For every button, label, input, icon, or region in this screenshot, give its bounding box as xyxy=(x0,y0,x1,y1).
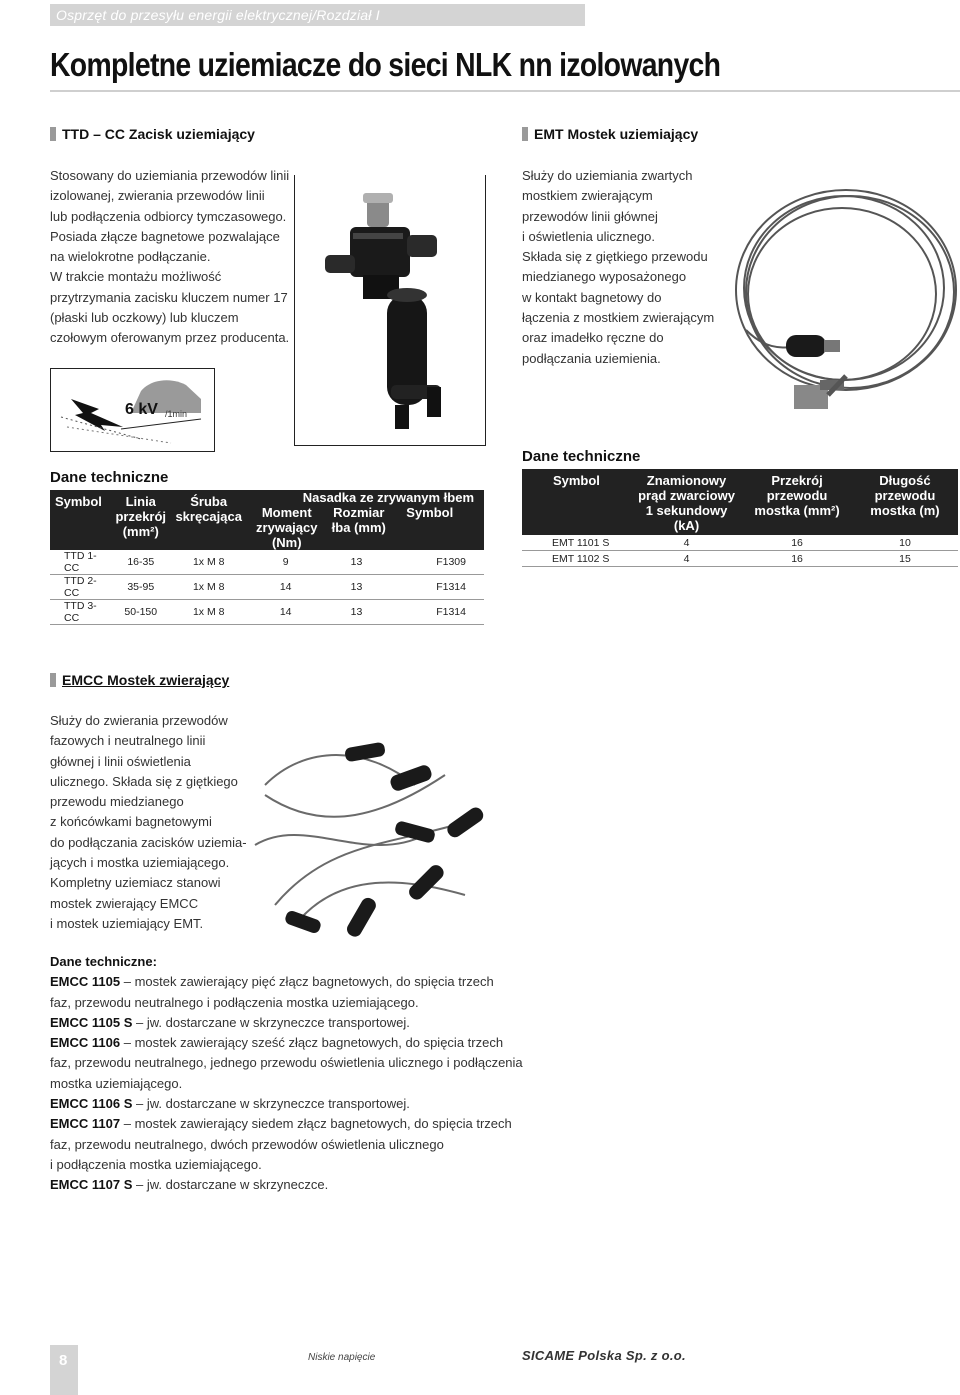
emcc-spec-text: jw. dostarczane w skrzyneczce transportowej. xyxy=(146,1014,410,1030)
emcc-spec-line xyxy=(50,993,523,1013)
ttd-table-cell: 14 xyxy=(279,581,292,593)
section-marker xyxy=(522,127,528,141)
col-head-size: Rozmiar łba (mm) xyxy=(331,505,386,535)
emcc-spec-code: EMCC 1106 xyxy=(50,1035,121,1051)
emcc-spec-separator: – xyxy=(120,1116,135,1132)
emcc-line: z końcówkami bagnetowymi xyxy=(50,814,212,830)
emcc-line: Służy do zwierania przewodów xyxy=(50,713,228,728)
emcc-spec-text: i podłączenia mostka uziemiającego. xyxy=(50,1156,262,1172)
ttd-line: przytrzymania zacisku kluczem numer 17 xyxy=(50,289,288,305)
emt-table-cell: 4 xyxy=(683,552,690,565)
footer-section: Niskie napięcie xyxy=(308,1352,376,1363)
ttd-heading-text: TTD – CC Zacisk uziemiający xyxy=(62,126,255,142)
emcc-line: jących i mostka uziemiającego. xyxy=(50,855,230,871)
ttd-table-cell: F1309 xyxy=(436,556,466,568)
emcc-product-photo xyxy=(245,725,505,950)
emt-section-heading xyxy=(522,126,698,142)
emt-table-cell: 4 xyxy=(683,536,690,549)
page-number: 8 xyxy=(59,1352,68,1369)
ttd-table-cell: F1314 xyxy=(436,606,466,618)
emt-table-row xyxy=(522,551,958,567)
emcc-spec-text: faz, przewodu neutralnego, dwóch przewodów oświetlenia ulicznego xyxy=(50,1136,444,1152)
emcc-spec-code: EMCC 1105 xyxy=(50,974,121,990)
emt-line: przewodów linii głównej xyxy=(522,208,658,224)
col-symbol: Symbol xyxy=(50,490,109,550)
col-socket-group xyxy=(245,490,484,550)
emt-line: podłączania uziemienia. xyxy=(522,350,661,366)
emt-table-row xyxy=(522,535,958,551)
emcc-spec-line xyxy=(50,1094,523,1114)
emt-table-cell: 15 xyxy=(899,552,911,565)
emt-table-cell: EMT 1101 S xyxy=(552,536,610,549)
emcc-line: Kompletny uziemiacz stanowi xyxy=(50,875,221,891)
breadcrumb-bar xyxy=(50,4,585,26)
ttd-table-cell: 13 xyxy=(350,556,363,568)
col-length: Długość przewodu mostka (m) xyxy=(852,469,958,535)
emcc-spec-text: mostka uziemiającego. xyxy=(50,1075,183,1091)
emcc-spec-code: EMCC 1107 S xyxy=(50,1177,133,1193)
emt-product-photo xyxy=(716,180,960,430)
ttd-line: Posiada złącze bagnetowe pozwalające xyxy=(50,228,280,244)
emcc-line: mostek zwierający EMCC xyxy=(50,895,199,911)
ttd-line: W trakcie montażu możliwość xyxy=(50,269,222,285)
ttd-table-cell: 14 xyxy=(279,606,292,618)
emt-description xyxy=(522,166,722,369)
emt-line: mostkiem zwierającym xyxy=(522,188,653,204)
emt-line: łączenia z mostkiem zwierającym xyxy=(522,310,715,326)
ttd-table-row xyxy=(50,550,484,575)
emt-spec-table xyxy=(522,469,958,567)
section-marker xyxy=(50,673,56,687)
breadcrumb: Osprzęt do przesyłu energii elektrycznej/Rozdział I xyxy=(56,7,380,23)
emt-table-title: Dane techniczne xyxy=(522,448,641,465)
col-screw: Śruba skręcająca xyxy=(173,490,245,550)
ttd-spec-table xyxy=(50,490,484,625)
emcc-line: przewodu miedzianego xyxy=(50,794,184,810)
emcc-spec-code: EMCC 1106 S xyxy=(50,1096,133,1112)
emt-line: i oświetlenia ulicznego. xyxy=(522,228,655,244)
ttd-clamp-illustration xyxy=(295,175,485,445)
emcc-spec-line xyxy=(50,1033,523,1053)
ttd-table-cell: TTD 3-CC xyxy=(64,600,97,624)
emcc-spec-line xyxy=(50,1175,523,1195)
title-divider xyxy=(50,90,960,92)
emcc-spec-separator: – xyxy=(132,1096,147,1112)
emcc-line: ulicznego. Składa się z giętkiego xyxy=(50,773,238,789)
col-line-section: Linia przekrój (mm²) xyxy=(109,490,173,550)
page-number-box xyxy=(50,1345,78,1395)
emt-line: oraz imadełko ręczne do xyxy=(522,330,664,346)
emt-line: miedzianego wyposażonego xyxy=(522,269,687,285)
emcc-spec-text: jw. dostarczane w skrzyneczce transportowej. xyxy=(146,1096,410,1112)
section-marker xyxy=(50,127,56,141)
emcc-spec-text: jw. dostarczane w skrzyneczce. xyxy=(146,1177,329,1193)
emt-line: Służy do uziemiania zwartych xyxy=(522,168,693,183)
ttd-product-photo xyxy=(294,175,486,446)
kv-unit: /1min xyxy=(165,409,188,419)
ttd-line: izolowanej, zwierania przewodów linii xyxy=(50,188,265,204)
emcc-spec-line xyxy=(50,972,523,992)
col-symbol: Symbol xyxy=(522,469,631,535)
emt-line: Składa się z giętkiego przewodu xyxy=(522,249,708,265)
footer-company: SICAME Polska Sp. z o.o. xyxy=(522,1348,686,1363)
emcc-spec-separator: – xyxy=(120,974,135,990)
emt-table-cell: EMT 1102 S xyxy=(552,552,610,565)
emcc-spec-text: mostek zawierający siedem złącz bagnetowych, do spięcia trzech xyxy=(134,1116,512,1132)
col-cross-section: Przekrój przewodu mostka (mm²) xyxy=(742,469,852,535)
emt-table-cell: 10 xyxy=(899,536,911,549)
emcc-spec-text: mostek zawierający sześć złącz bagnetowych, do spięcia trzech xyxy=(134,1035,504,1051)
ttd-table-cell: 13 xyxy=(350,581,363,593)
emcc-line: głównej i linii oświetlenia xyxy=(50,753,191,769)
emcc-line: do podłączania zacisków uziemia- xyxy=(50,834,247,850)
emt-line: w kontakt bagnetowy do xyxy=(522,289,662,305)
emcc-spec-separator: – xyxy=(120,1035,135,1051)
ttd-table-cell: 1x M 8 xyxy=(192,606,225,618)
emcc-heading-text: EMCC Mostek zwierający xyxy=(62,672,230,688)
emcc-spec-separator: – xyxy=(132,1014,147,1030)
ttd-table-cell: 35-95 xyxy=(127,581,155,593)
ttd-table-cell: 1x M 8 xyxy=(192,581,225,593)
ttd-table-header-row xyxy=(50,490,484,550)
emcc-spec-line xyxy=(50,1114,523,1134)
ttd-table-cell: 13 xyxy=(350,606,363,618)
emt-heading-text: EMT Mostek uziemiający xyxy=(534,126,699,142)
emcc-spec-code: EMCC 1105 S xyxy=(50,1014,133,1030)
emcc-line: fazowych i neutralnego linii xyxy=(50,733,206,749)
col-short-circuit-current: Znamionowy prąd zwarciowy 1 sekundowy (kA) xyxy=(631,469,742,535)
emt-table-cell: 16 xyxy=(791,552,803,565)
ttd-line: (płaski lub oczkowy) lub kluczem xyxy=(50,310,239,326)
ttd-table-cell: F1314 xyxy=(436,581,466,593)
ttd-table-row xyxy=(50,600,484,625)
ttd-table-cell: 9 xyxy=(282,556,289,568)
emcc-description xyxy=(50,711,250,934)
emcc-spec-text: faz, przewodu neutralnego, jednego przewodu oświetlenia ulicznego i podłączenia xyxy=(50,1055,523,1071)
ttd-table-cell: 1x M 8 xyxy=(192,556,225,568)
emcc-specs-title: Dane techniczne: xyxy=(50,954,157,969)
emcc-specs xyxy=(50,952,523,1196)
emcc-section-heading xyxy=(50,672,229,688)
ttd-table-cell: TTD 2-CC xyxy=(64,575,97,599)
ttd-section-heading xyxy=(50,126,255,142)
emcc-line: i mostek uziemiający EMT. xyxy=(50,915,204,931)
emcc-spec-line xyxy=(50,1135,523,1155)
emcc-spec-code: EMCC 1107 xyxy=(50,1116,121,1132)
col-moment: Moment zrywający (Nm) xyxy=(256,505,318,550)
col-group-header: Nasadka ze zrywanym łbem xyxy=(302,490,474,505)
ttd-table-row xyxy=(50,575,484,600)
emcc-spec-line xyxy=(50,1053,523,1073)
emt-cable-illustration xyxy=(716,180,960,430)
ttd-table-cell: 50-150 xyxy=(124,606,158,618)
ttd-table-title: Dane techniczne xyxy=(50,469,169,486)
ttd-line: czołowym oferowanym przez producenta. xyxy=(50,330,290,346)
ttd-table-cell: TTD 1-CC xyxy=(64,550,97,574)
ttd-description xyxy=(50,166,310,349)
emcc-spec-text: faz, przewodu neutralnego i podłączenia mostka uziemiającego. xyxy=(50,994,419,1010)
col-symbol-2: Symbol xyxy=(406,505,454,520)
emcc-cable-illustration xyxy=(245,725,505,950)
emcc-spec-line xyxy=(50,1074,523,1094)
page-title: Kompletne uziemiacze do sieci NLK nn izolowanych xyxy=(50,46,721,83)
emcc-spec-separator: – xyxy=(132,1177,147,1193)
kv-label: 6 kV xyxy=(125,401,158,418)
ttd-line: Stosowany do uziemiania przewodów linii xyxy=(50,168,290,183)
emcc-spec-line xyxy=(50,1013,523,1033)
emcc-spec-text: mostek zawierający pięć złącz bagnetowych, do spięcia trzech xyxy=(134,974,494,990)
emcc-spec-line xyxy=(50,1155,523,1175)
voltage-test-logo xyxy=(50,368,215,452)
emt-table-header-row xyxy=(522,469,958,535)
emt-table-cell: 16 xyxy=(791,536,803,549)
ttd-line: na wielokrotne podłączanie. xyxy=(50,249,211,265)
ttd-line: lub podłączenia odbiorcy tymczasowego. xyxy=(50,208,287,224)
ttd-table-cell: 16-35 xyxy=(127,556,155,568)
